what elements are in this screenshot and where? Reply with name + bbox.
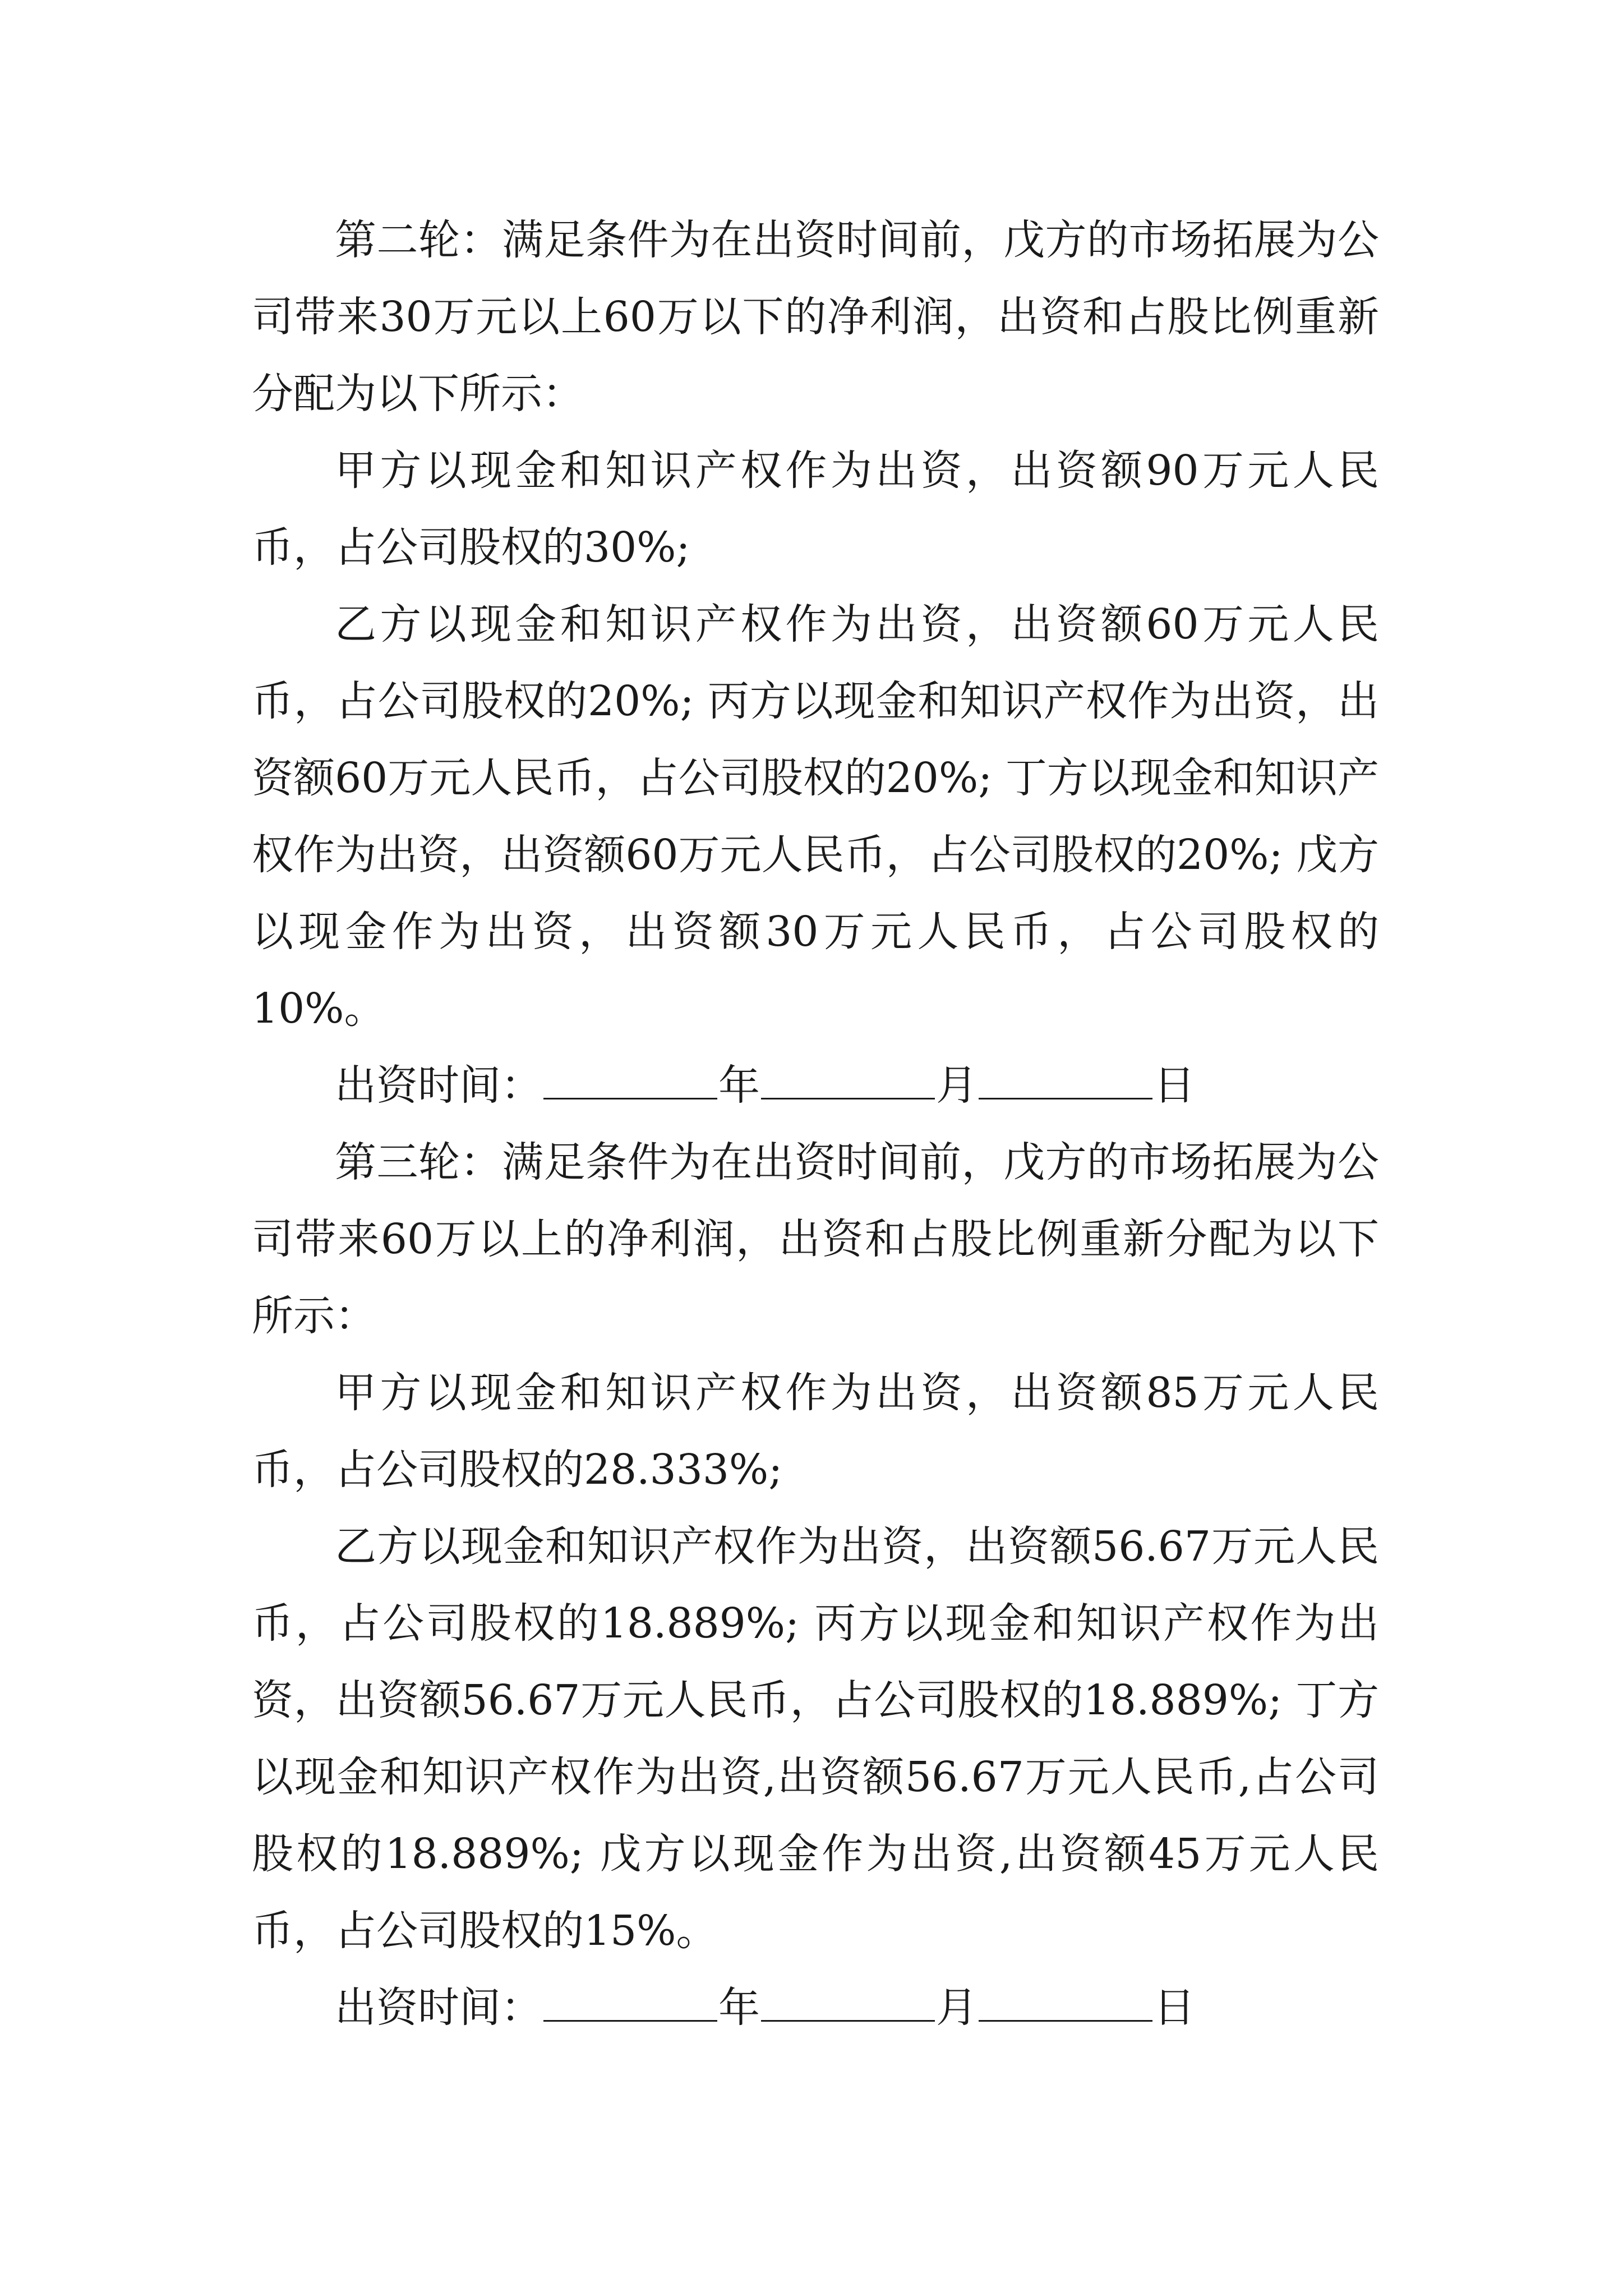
day-label: 日: [1154, 1061, 1195, 1110]
date-label: 出资时间：: [335, 1984, 542, 2032]
month-label: 月: [936, 1061, 978, 1110]
year-blank: [543, 1064, 717, 1099]
contribution-date-line-1: [252, 1047, 1379, 1124]
round3-party-a-paragraph: 甲方以现金和知识产权作为出资，出资额85万元人民币，占公司股权的28.333%;: [252, 1369, 1379, 1494]
document-body: [252, 202, 1379, 2046]
round2-party-a-paragraph: 甲方以现金和知识产权作为出资，出资额90万元人民币，占公司股权的30%;: [252, 447, 1379, 572]
date-label: 出资时间：: [335, 1061, 542, 1110]
month-label: 月: [936, 1984, 978, 2032]
year-blank: [543, 1986, 717, 2022]
month-blank: [761, 1986, 935, 2022]
round3-other-parties-paragraph: 乙方以现金和知识产权作为出资，出资额56.67万元人民币，占公司股权的18.889%; 丙方以现金和知识产权作为出资，出资额56.67万元人民币，占公司股权的18.889%; 丁方以现金和知识产权作为出资,出资额56.67万元人民币,占公司股权的18.889%; 戊方以现金作为出资,出资额45万元人民币，占公司股权的15%。: [252, 1522, 1379, 1955]
month-blank: [761, 1064, 935, 1099]
year-label: 年: [718, 1061, 760, 1110]
round2-condition-paragraph: 第二轮：满足条件为在出资时间前，戊方的市场拓展为公司带来30万元以上60万以下的净利润，出资和占股比例重新分配为以下所示：: [252, 216, 1379, 418]
day-label: 日: [1154, 1984, 1195, 2032]
day-blank: [979, 1986, 1152, 2022]
contribution-date-line-2: [252, 1970, 1379, 2046]
day-blank: [979, 1064, 1152, 1099]
year-label: 年: [718, 1984, 760, 2032]
round3-condition-paragraph: 第三轮：满足条件为在出资时间前，戊方的市场拓展为公司带来60万以上的净利润，出资和占股比例重新分配为以下所示：: [252, 1138, 1379, 1340]
round2-other-parties-paragraph: 乙方以现金和知识产权作为出资，出资额60万元人民币，占公司股权的20%; 丙方以现金和知识产权作为出资，出资额60万元人民币，占公司股权的20%; 丁方以现金和知识产权作为出资，出资额60万元人民币，占公司股权的20%; 戊方以现金作为出资，出资额30万元人民币，占公司股权的10%。: [252, 600, 1379, 1033]
